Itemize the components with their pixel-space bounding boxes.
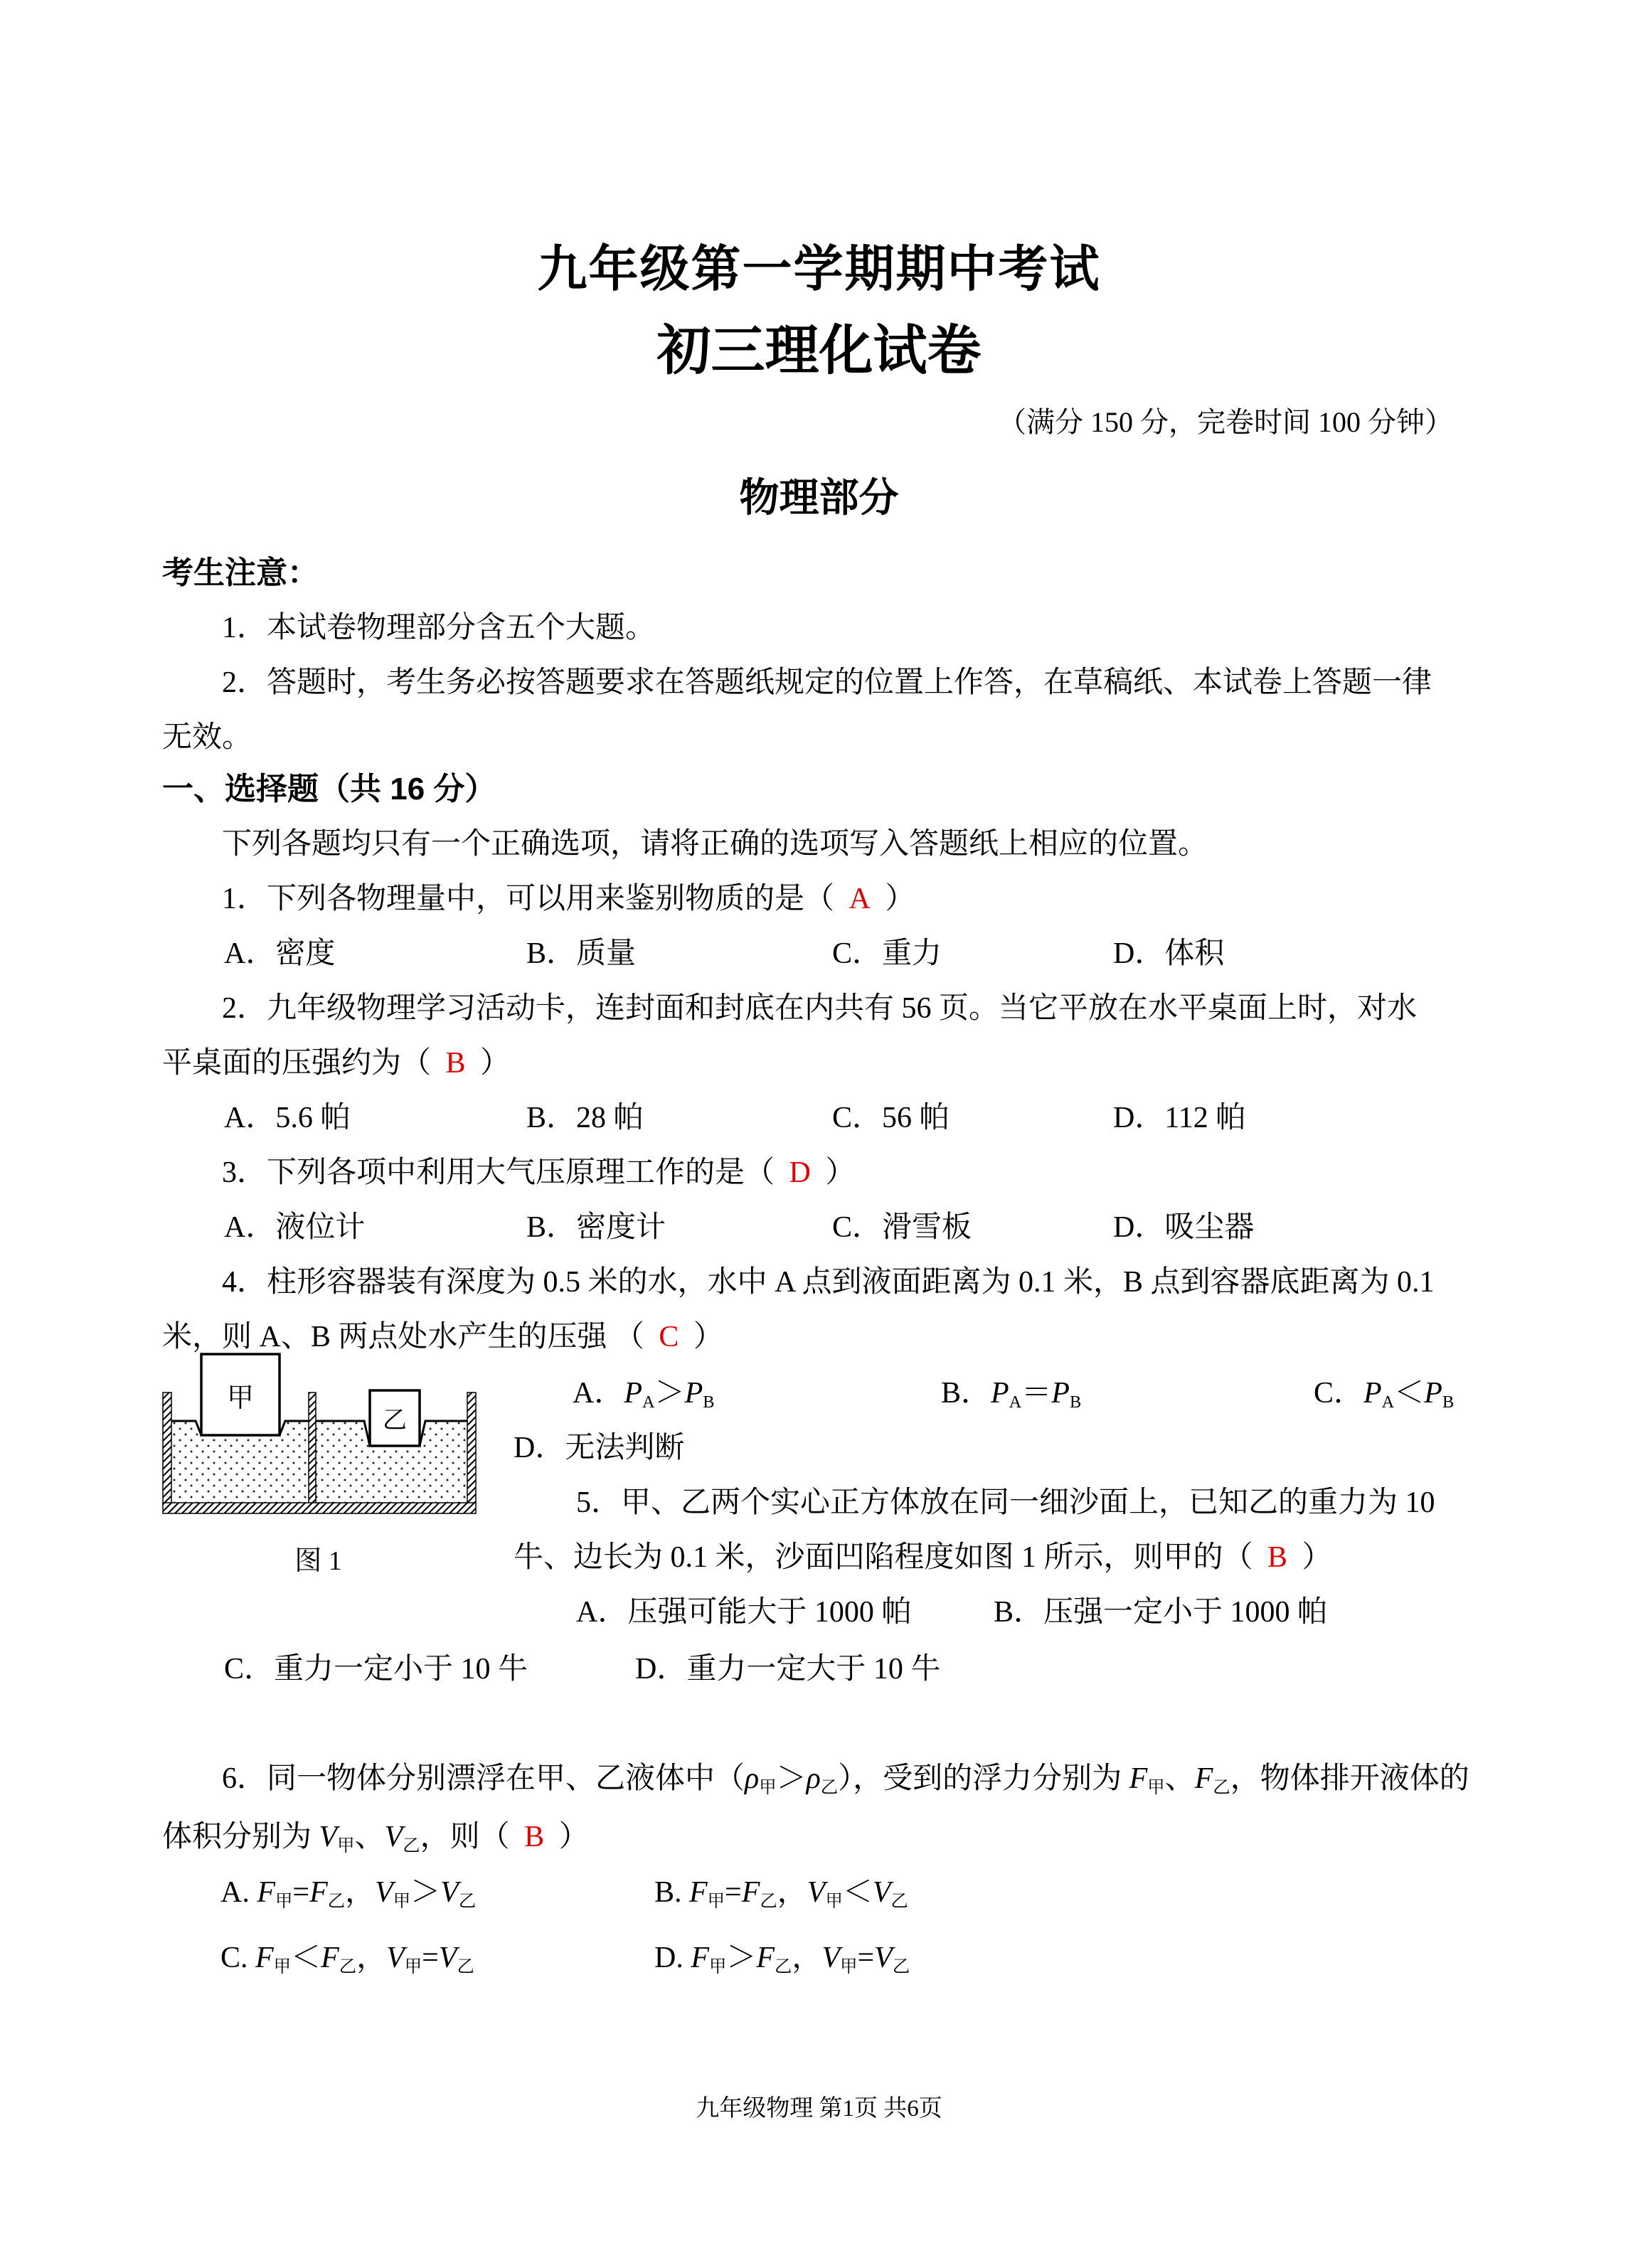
question-6-options-row2 xyxy=(220,1936,1287,1980)
q5-option-b: B．压强一定小于 1000 帕 xyxy=(994,1596,1328,1629)
tank-bottom xyxy=(163,1503,476,1513)
q1-option-d: D．体积 xyxy=(1113,937,1225,970)
q5-option-d: D．重力一定大于 10 牛 xyxy=(635,1653,941,1686)
page-footer: 九年级物理 第1页 共6页 xyxy=(696,2096,942,2121)
q6-option-d: D. $F_甲>F_乙$，$V_甲=V_乙$ xyxy=(654,1942,910,1976)
question-3-stem: 3．下列各项中利用大气压原理工作的是（ D ） xyxy=(222,1156,856,1189)
notice-item-2-line2: 无效。 xyxy=(162,721,252,754)
q2-option-d: D．112 帕 xyxy=(1113,1102,1246,1134)
question-4-stem-line1: 4．柱形容器装有深度为 0.5 米的水，水中 A 点到液面距离为 0.1 米，B 点到容器底距离为 0.1 xyxy=(222,1266,1435,1299)
notice-item-2-line1: 2．答题时，考生务必按答题要求在答题纸规定的位置上作答，在草稿纸、本试卷上答题一律 xyxy=(222,666,1432,699)
sand-tank-illustration xyxy=(160,1351,477,1518)
q3-option-d: D．吸尘器 xyxy=(1113,1211,1255,1244)
q2-option-c: C．56 帕 xyxy=(832,1102,950,1134)
q1-option-c: C．重力 xyxy=(832,937,942,970)
question-5-options-row2 xyxy=(224,1647,1220,1691)
tank-left-wall xyxy=(163,1393,171,1504)
q6-option-a: A. $F_甲=F_乙$，$V_甲>V_乙$ xyxy=(220,1876,477,1911)
q5-option-c: C．重力一定小于 10 牛 xyxy=(224,1653,528,1686)
question-3-options xyxy=(224,1205,1476,1250)
question-2-stem-line1: 2．九年级物理学习活动卡，连封面和封底在内共有 56 页。当它平放在水平桌面上时，对水 xyxy=(222,992,1418,1025)
q2-option-b: B．28 帕 xyxy=(526,1102,644,1134)
choice-section-intro: 下列各题均只有一个正确选项，请将正确的选项写入答题纸上相应的位置。 xyxy=(222,828,1208,861)
q4-option-d: D．无法判断 xyxy=(514,1432,685,1464)
tank-middle-wall xyxy=(309,1393,316,1504)
question-6-stem-line2: 体积分别为 $V_甲$、$V_乙$，则（ B ） xyxy=(162,1821,589,1856)
q3-option-b: B．密度计 xyxy=(526,1211,666,1244)
notice-item-1: 1．本试卷物理部分含五个大题。 xyxy=(222,612,656,644)
exam-subtitle-score-time: （满分 150 分，完卷时间 100 分钟） xyxy=(998,406,1453,438)
q1-option-b: B．质量 xyxy=(526,937,637,970)
question-4-stem-line2: 米，则 A、B 两点处水产生的压强 （ C ） xyxy=(162,1321,723,1353)
question-5-stem-line2: 牛、边长为 0.1 米，沙面凹陷程度如图 1 所示，则甲的（ B ） xyxy=(514,1541,1332,1574)
block-yi-label: 乙 xyxy=(383,1407,407,1434)
q4-option-b: B．$P_A=P_B$ xyxy=(941,1377,1082,1412)
question-5-options-row1 xyxy=(576,1590,1476,1634)
question-2-options xyxy=(224,1096,1476,1140)
question-6-stem-line1: 6．同一物体分别漂浮在甲、乙液体中$(\rho_甲>\rho_乙)$，受到的浮力分别为 $F_甲$、$F_乙$，物体排开液体的 xyxy=(222,1762,1469,1797)
q2-option-a: A．5.6 帕 xyxy=(224,1102,351,1134)
figure-1-caption: 图 1 xyxy=(294,1546,342,1576)
exam-title-line2: 初三理化试卷 xyxy=(656,321,982,381)
physics-section-title: 物理部分 xyxy=(739,477,899,521)
q6-option-c: C. $F_甲<F_乙$，$V_甲=V_乙$ xyxy=(220,1942,474,1976)
q3-option-c: C．滑雪板 xyxy=(832,1211,972,1244)
question-6-options-row1 xyxy=(220,1870,1287,1915)
notice-heading: 考生注意： xyxy=(162,555,319,590)
question-2-stem-line2: 平桌面的压强约为（ B ） xyxy=(162,1047,511,1080)
question-5-stem-line1: 5．甲、乙两个实心正方体放在同一细沙面上，已知乙的重力为 10 xyxy=(576,1486,1435,1519)
block-jia-label: 甲 xyxy=(226,1383,255,1413)
q5-option-a: A．压强可能大于 1000 帕 xyxy=(576,1596,912,1629)
q4-option-c: C．$P_A<P_B$ xyxy=(1314,1377,1454,1412)
choice-section-heading: 一、选择题（共 16 分） xyxy=(162,772,496,806)
question-4-options-row1 xyxy=(573,1371,1476,1415)
q4-option-a: A．$P_A>P_B$ xyxy=(573,1377,715,1412)
q1-option-a: A．密度 xyxy=(224,937,336,970)
q3-option-a: A．液位计 xyxy=(224,1211,366,1244)
tank-right-wall xyxy=(467,1393,476,1504)
question-1-stem: 1．下列各物理量中，可以用来鉴别物质的是（ A ） xyxy=(222,883,915,915)
exam-title-line1: 九年级第一学期期中考试 xyxy=(537,243,1101,297)
question-1-options xyxy=(224,932,1476,976)
figure-1-diagram xyxy=(160,1351,477,1522)
q6-option-b: B. $F_甲=F_乙$，$V_甲<V_乙$ xyxy=(654,1876,908,1911)
